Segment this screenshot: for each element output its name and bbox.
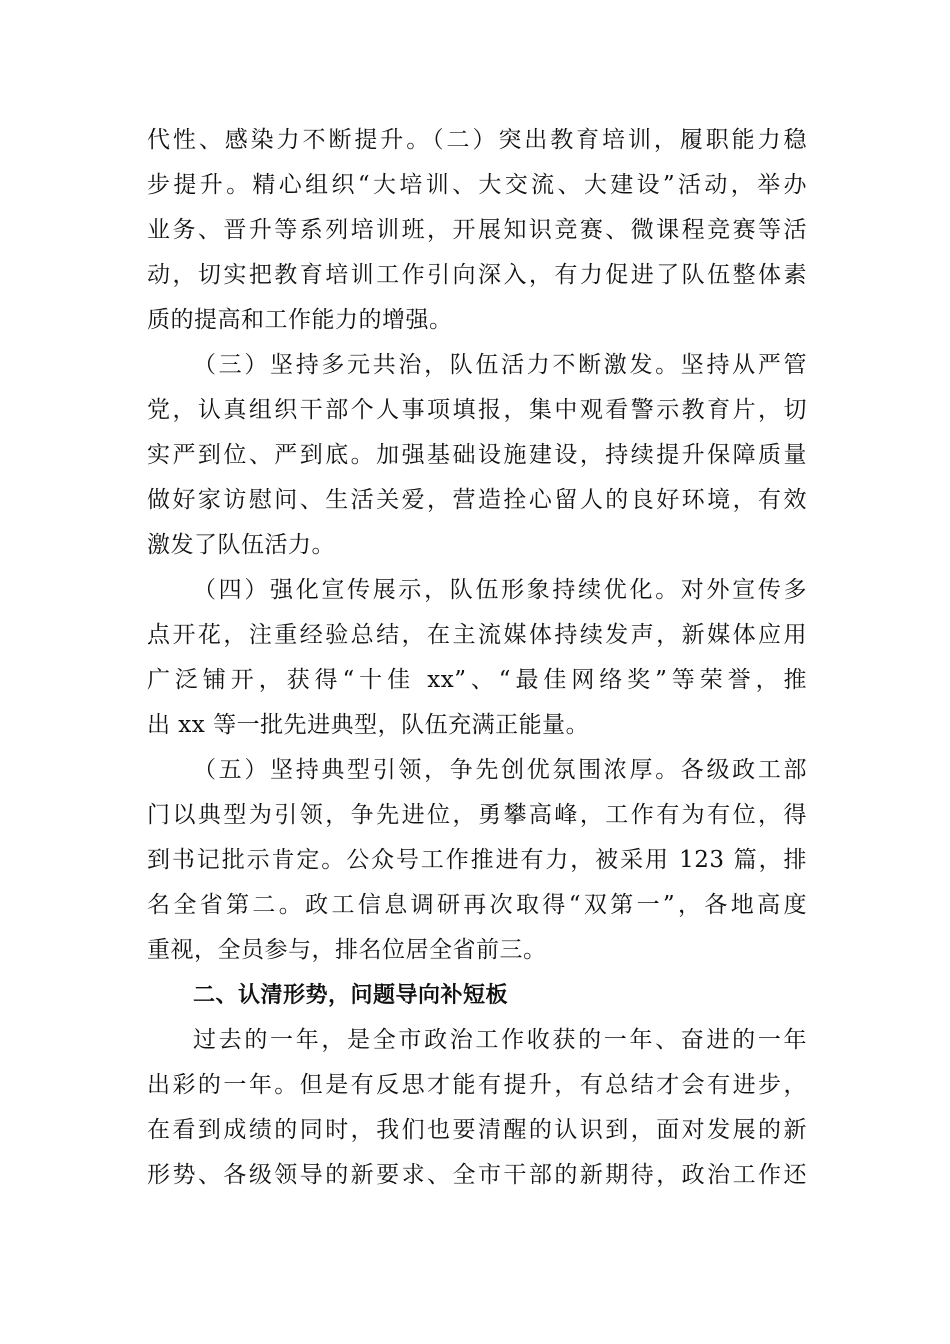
text-line: 步提升。精心组织“大培训、大交流、大建设”活动，举办 (147, 172, 807, 198)
text-line: 在看到成绩的同时，我们也要清醒的认识到，面对发展的新 (147, 1117, 807, 1143)
paragraph-start-line: 过去的一年，是全市政治工作收获的一年、奋进的一年 (193, 1027, 807, 1053)
text-line: 代性、感染力不断提升。（二）突出教育培训，履职能力稳 (147, 127, 807, 153)
text-line: 到书记批示肯定。公众号工作推进有力，被采用 123 篇，排 (147, 847, 807, 873)
text-line: 形势、各级领导的新要求、全市干部的新期待，政治工作还 (147, 1162, 807, 1188)
text-line: 门以典型为引领，争先进位，勇攀高峰，工作有为有位，得 (147, 802, 807, 828)
text-line: 广泛铺开，获得“十佳 xx”、“最佳网络奖”等荣誉，推 (147, 667, 807, 693)
text-line: 动，切实把教育培训工作引向深入，有力促进了队伍整体素 (147, 262, 807, 288)
paragraph-start-line: （三）坚持多元共治，队伍活力不断激发。坚持从严管 (193, 352, 807, 378)
text-line: 名全省第二。政工信息调研再次取得“双第一”，各地高度 (147, 892, 807, 918)
text-line: 党，认真组织干部个人事项填报，集中观看警示教育片，切 (147, 397, 807, 423)
text-line: 质的提高和工作能力的增强。 (147, 307, 453, 333)
section-heading: 二、认清形势，问题导向补短板 (193, 983, 509, 1008)
text-line: 重视，全员参与，排名位居全省前三。 (147, 937, 547, 963)
text-line: 出 xx 等一批先进典型，队伍充满正能量。 (147, 712, 590, 738)
paragraph-start-line: （四）强化宣传展示，队伍形象持续优化。对外宣传多 (193, 577, 807, 603)
text-line: 点开花，注重经验总结，在主流媒体持续发声，新媒体应用 (147, 622, 807, 648)
document-body (147, 118, 807, 1198)
text-line: 实严到位、严到底。加强基础设施建设，持续提升保障质量 (147, 442, 807, 468)
text-line: 激发了队伍活力。 (147, 532, 335, 558)
paragraph-start-line: （五）坚持典型引领，争先创优氛围浓厚。各级政工部 (193, 757, 807, 783)
text-line: 业务、晋升等系列培训班，开展知识竞赛、微课程竞赛等活 (147, 217, 807, 243)
text-line: 做好家访慰问、生活关爱，营造拴心留人的良好环境，有效 (147, 487, 807, 513)
text-line: 出彩的一年。但是有反思才能有提升，有总结才会有进步， (147, 1072, 807, 1098)
